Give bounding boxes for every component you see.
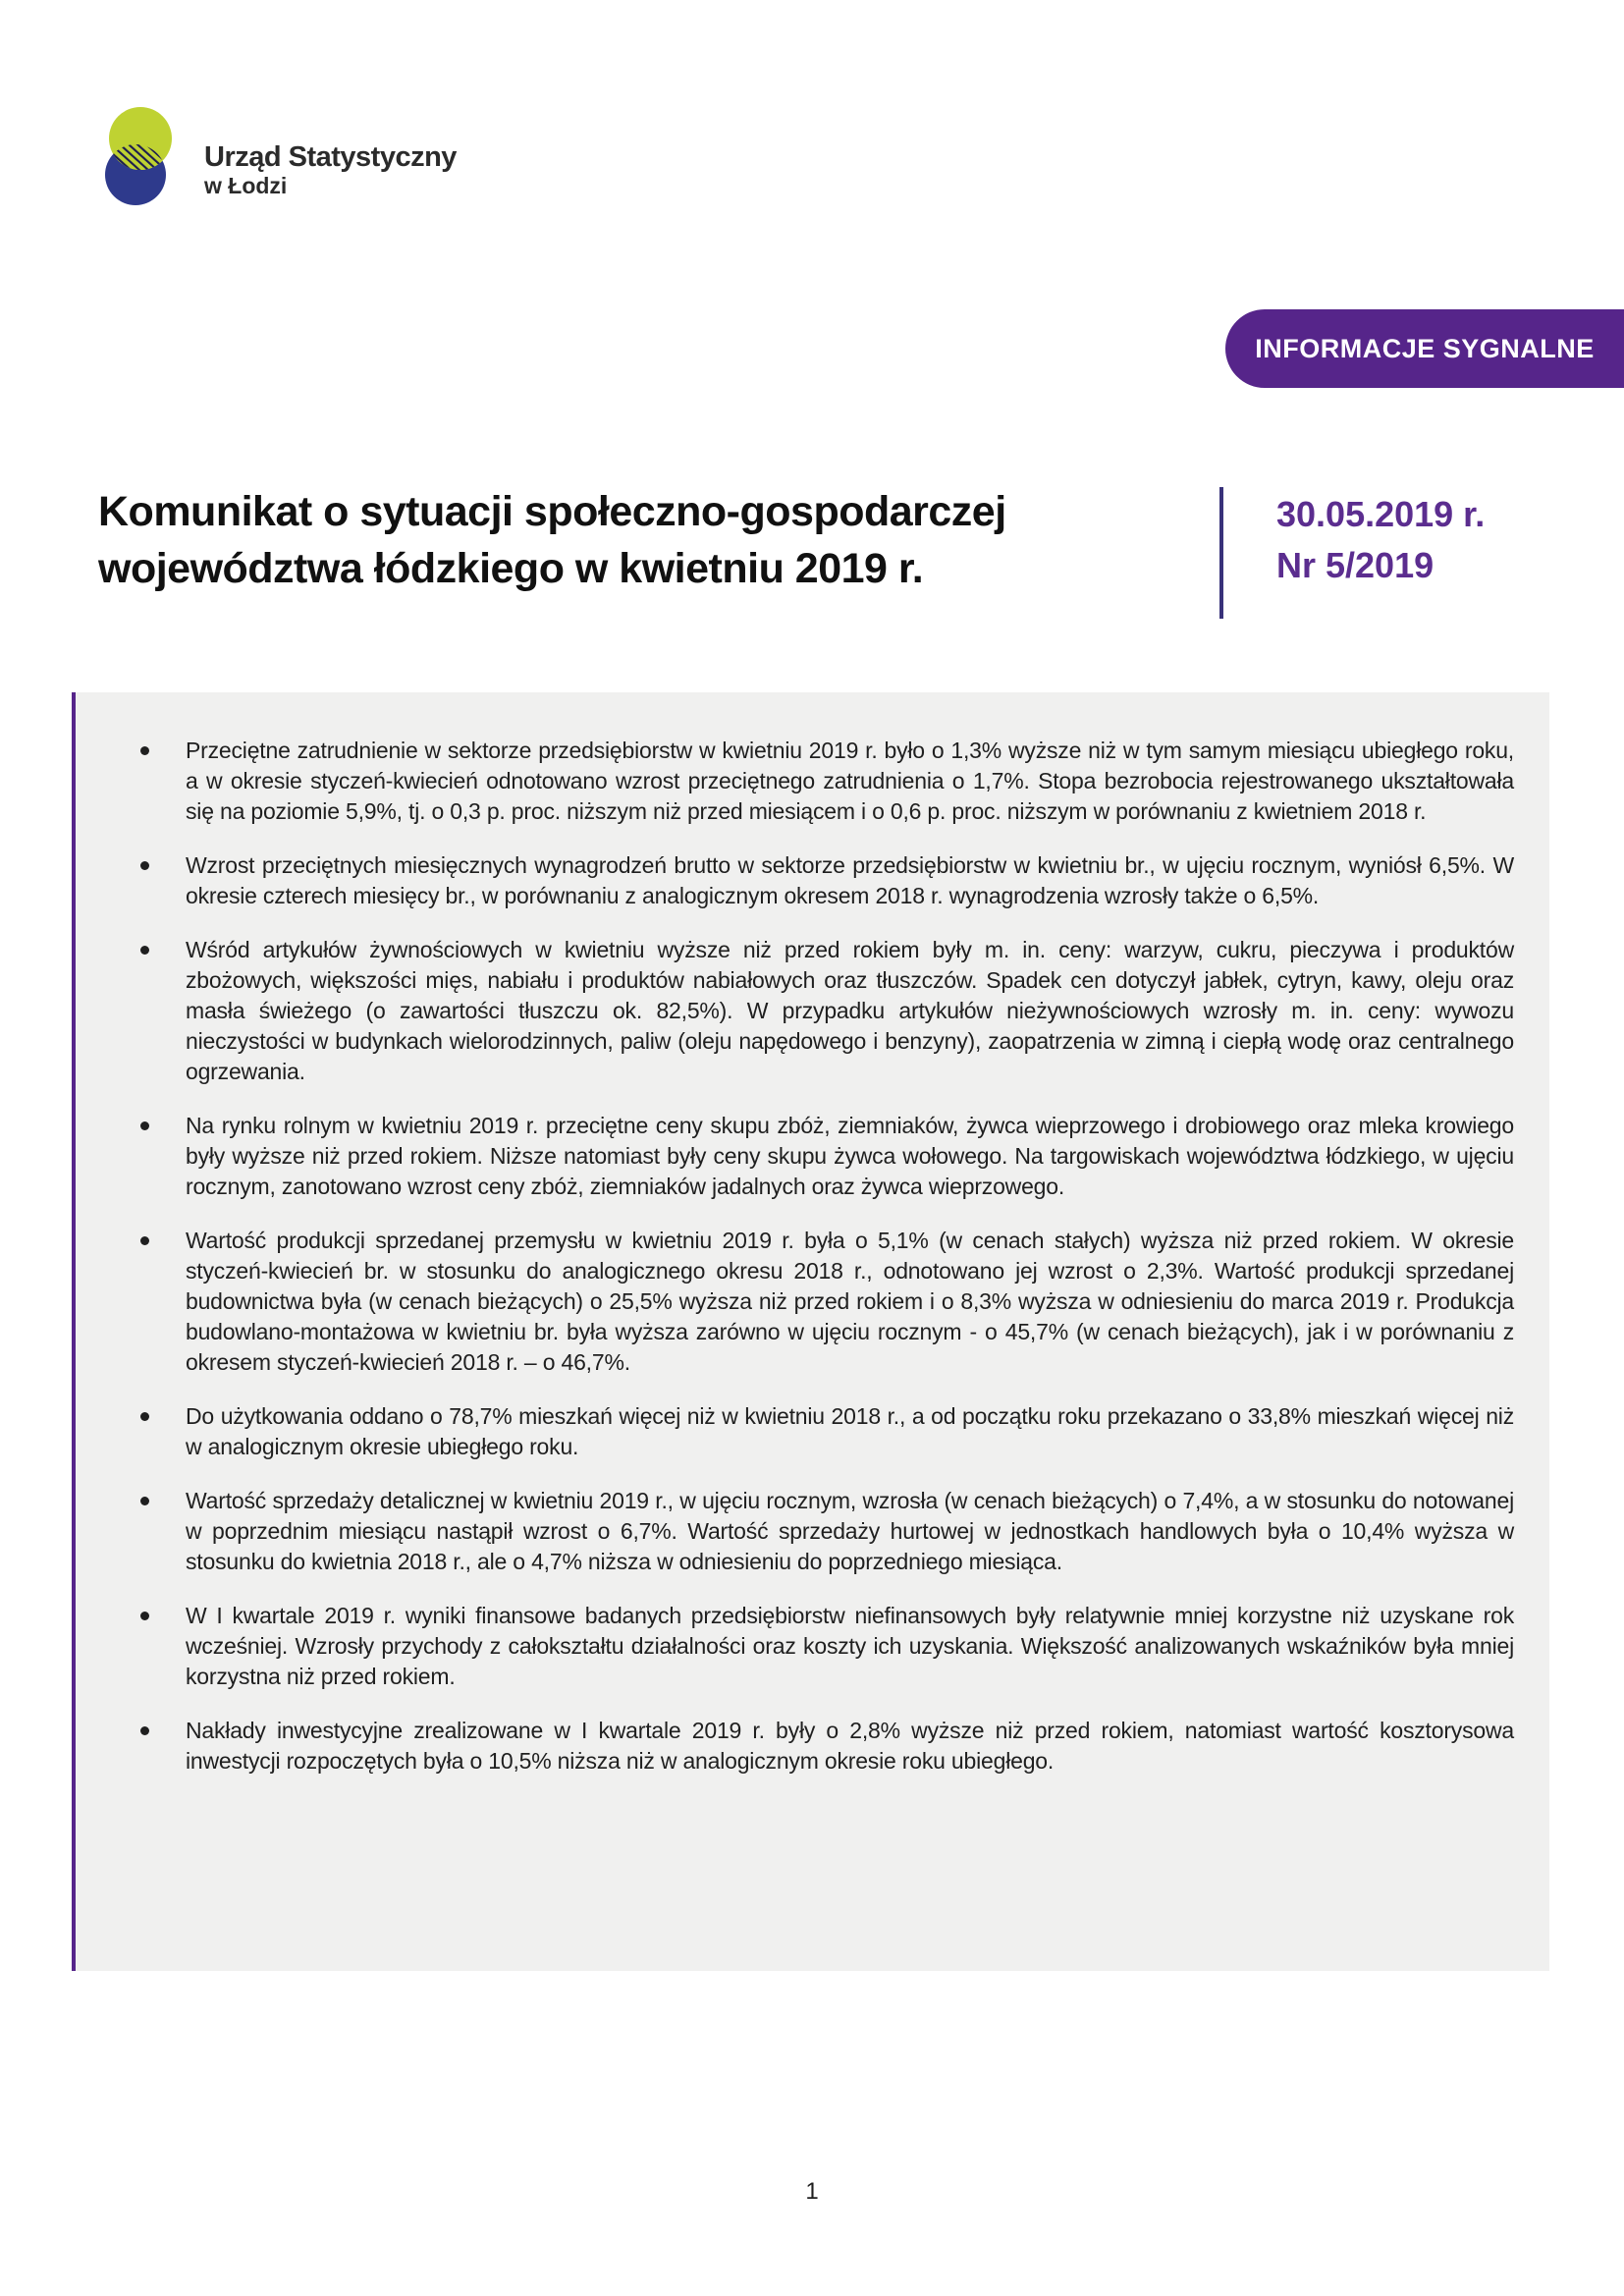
list-item-text: W I kwartale 2019 r. wyniki finansowe badanych przedsiębiorstw niefinansowych były relatywnie mniej korzystne niż uzyskane rok wcześniej. Wzrosły przychody z całokształtu działalności oraz koszty ich uzyskania. Większość analizowanych wskaźników była mniej korzystna niż przed rokiem. — [186, 1603, 1514, 1689]
informacje-sygnalne-badge — [1225, 309, 1624, 388]
badge-label: INFORMACJE SYGNALNE — [1255, 333, 1595, 363]
list-item — [186, 1716, 1514, 1777]
list-item — [186, 935, 1514, 1087]
page-number: 1 — [805, 2178, 819, 2205]
list-item-text: Nakłady inwestycyjne zrealizowane w I kwartale 2019 r. były o 2,8% wyższe niż przed rokiem, natomiast wartość kosztorysowa inwestycji rozpoczętych była o 10,5% niższa niż w analogicznym okresie roku ubiegłego. — [186, 1718, 1514, 1774]
bullet-icon — [140, 1412, 149, 1421]
list-item — [186, 1601, 1514, 1692]
issue-date: 30.05.2019 r. — [1276, 494, 1486, 534]
title-divider — [1219, 487, 1223, 619]
list-item — [186, 736, 1514, 827]
bullet-icon — [140, 861, 149, 870]
logo-text — [204, 142, 457, 198]
logo-org-city: w Łodzi — [204, 173, 288, 199]
page-title — [98, 483, 1188, 619]
list-item-text: Wśród artykułów żywnościowych w kwietniu wyższe niż przed rokiem były m. in. ceny: warzyw, cukru, pieczywa i produktów zbożowych, większości mięs, nabiału i produktów nabiałowych oraz tłuszczów. Spadek cen dotyczył jabłek, cytryn, kawy, oleju oraz masła świeżego (o zawartości tłuszczu ok. 82,5%). W przypadku artykułów nieżywnościowych wzrosły m. in. ceny: wywozu nieczystości w budynkach wielorodzinnych, paliw (oleju napędowego i benzyny), zaopatrzenia w zimną i ciepłą wodę oraz centralnego ogrzewania. — [186, 937, 1514, 1084]
list-item-text: Przeciętne zatrudnienie w sektorze przedsiębiorstw w kwietniu 2019 r. było o 1,3% wyższe niż w tym samym miesiącu ubiegłego roku, a w okresie styczeń-kwiecień odnotowano wzrost przeciętnego zatrudnienia o 1,7%. Stopa bezrobocia rejestrowanego ukształtowała się na poziomie 5,9%, tj. o 0,3 p. proc. niższym niż przed miesiącem i o 0,6 p. proc. niższym w porównaniu z kwietniem 2018 r. — [186, 738, 1514, 824]
bullet-icon — [140, 1236, 149, 1245]
logo-circles-icon — [102, 106, 179, 208]
list-item-text: Wzrost przeciętnych miesięcznych wynagrodzeń brutto w sektorze przedsiębiorstw w kwietniu br., w ujęciu rocznym, wyniósł 6,5%. W okresie czterech miesięcy br., w porównaniu z analogicznym okresem 2018 r. wynagrodzenia wzrosły także o 6,5%. — [186, 852, 1514, 908]
issue-number: Nr 5/2019 — [1276, 545, 1435, 585]
bullet-icon — [140, 946, 149, 955]
title-line2: województwa łódzkiego w kwietniu 2019 r. — [98, 545, 924, 592]
list-item — [186, 1486, 1514, 1577]
statistical-office-logo — [102, 106, 457, 208]
title-line1: Komunikat o sytuacji społeczno-gospodarczej — [98, 488, 1006, 535]
list-item-text: Na rynku rolnym w kwietniu 2019 r. przeciętne ceny skupu zbóż, ziemniaków, żywca wieprzowego i drobiowego oraz mleka krowiego były wyższe niż przed rokiem. Niższe natomiast były ceny skupu żywca wołowego. Na targowiskach województwa łódzkiego, w ujęciu rocznym, zanotowano wzrost ceny zbóż, ziemniaków jadalnych oraz żywca wieprzowego. — [186, 1113, 1514, 1199]
list-item — [186, 1111, 1514, 1202]
bullet-icon — [140, 1121, 149, 1130]
summary-list — [99, 736, 1514, 1777]
bullet-icon — [140, 746, 149, 755]
list-item-text: Wartość produkcji sprzedanej przemysłu w kwietniu 2019 r. była o 5,1% (w cenach stałych) wyższa niż przed rokiem. W okresie styczeń-kwiecień br. w stosunku do analogicznego okresu 2018 r., odnotowano jej wzrost o 2,3%. Wartość produkcji sprzedanej budownictwa była (w cenach bieżących) o 25,5% wyższa niż przed rokiem i o 8,3% wyższa w odniesieniu do marca 2019 r. Produkcja budowlano-montażowa w kwietniu br. była wyższa zarówno w ujęciu rocznym - o 45,7% (w cenach bieżących), jak i w porównaniu z okresem styczeń-kwiecień 2018 r. – o 46,7%. — [186, 1228, 1514, 1375]
issue-block — [1276, 483, 1485, 619]
bullet-icon — [140, 1726, 149, 1735]
list-item — [186, 1226, 1514, 1378]
logo-org-name: Urząd Statystyczny — [204, 140, 457, 173]
list-item — [186, 1401, 1514, 1462]
bullet-icon — [140, 1497, 149, 1505]
summary-box — [72, 692, 1549, 1971]
title-row — [98, 483, 1532, 619]
bullet-icon — [140, 1612, 149, 1620]
list-item-text: Do użytkowania oddano o 78,7% mieszkań więcej niż w kwietniu 2018 r., a od początku roku przekazano o 33,8% mieszkań więcej niż w analogicznym okresie ubiegłego roku. — [186, 1403, 1514, 1459]
list-item-text: Wartość sprzedaży detalicznej w kwietniu 2019 r., w ujęciu rocznym, wzrosła (w cenach bieżących) o 7,4%, a w stosunku do notowanej w poprzednim miesiącu nastąpił wzrost o 6,7%. Wartość sprzedaży hurtowej w jednostkach handlowych była o 10,4% wyższa w stosunku do kwietnia 2018 r., ale o 4,7% niższa w odniesieniu do poprzedniego miesiąca. — [186, 1488, 1514, 1574]
list-item — [186, 850, 1514, 911]
